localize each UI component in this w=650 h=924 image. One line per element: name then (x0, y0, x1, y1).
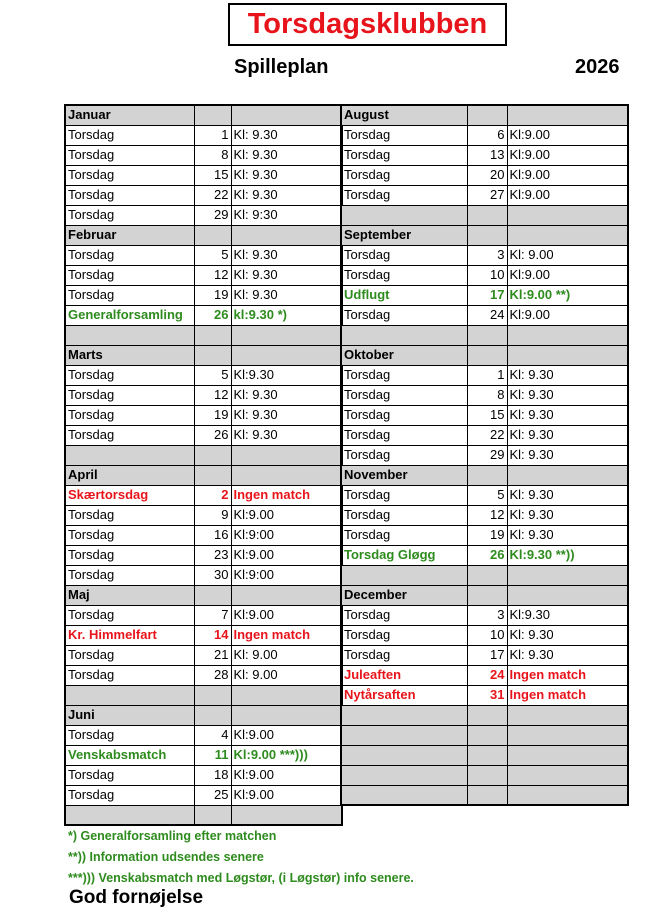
table-row (65, 745, 342, 765)
table-row (341, 125, 628, 145)
table-row (65, 625, 342, 645)
time-cell (231, 105, 342, 125)
day-cell: 29 (467, 445, 507, 465)
spacer-row (341, 325, 628, 345)
table-row (65, 265, 342, 285)
time-cell: Kl:9.00 (507, 145, 628, 165)
day-cell: 28 (194, 665, 231, 685)
day-cell (467, 105, 507, 125)
day-cell (467, 225, 507, 245)
time-cell (231, 685, 342, 705)
spacer-row (341, 785, 628, 805)
spacer-row (341, 745, 628, 765)
day-cell: 1 (194, 125, 231, 145)
event-name-cell (341, 765, 467, 785)
table-row (65, 425, 342, 445)
event-name-cell: Venskabsmatch (65, 745, 194, 765)
event-name-cell: Torsdag (341, 385, 467, 405)
event-name-cell: Januar (65, 105, 194, 125)
table-row (65, 785, 342, 805)
time-cell: Kl:9.00 (507, 265, 628, 285)
table-row (65, 545, 342, 565)
table-row (65, 765, 342, 785)
time-cell: Kl:9.00 (231, 765, 342, 785)
day-cell (194, 225, 231, 245)
day-cell (194, 705, 231, 725)
event-name-cell: Torsdag (65, 525, 194, 545)
event-name-cell: November (341, 465, 467, 485)
table-row (65, 145, 342, 165)
event-name-cell: December (341, 585, 467, 605)
event-name-cell: Marts (65, 345, 194, 365)
month-header-row (65, 105, 342, 125)
time-cell: Kl: 9.30 (507, 505, 628, 525)
day-cell: 24 (467, 665, 507, 685)
footnote: ***))) Venskabsmatch med Løgstør, (i Løgstør) info senere. (68, 871, 414, 885)
event-name-cell (341, 725, 467, 745)
event-name-cell: Torsdag (341, 525, 467, 545)
day-cell: 10 (467, 625, 507, 645)
event-name-cell: Torsdag (341, 505, 467, 525)
time-cell: Kl: 9.30 (231, 265, 342, 285)
time-cell: Kl: 9.00 (231, 665, 342, 685)
schedule-right-table (340, 104, 629, 806)
table-row (65, 665, 342, 685)
day-cell: 26 (194, 305, 231, 325)
time-cell: Kl:9.00 (231, 725, 342, 745)
day-cell: 8 (467, 385, 507, 405)
event-name-cell: Torsdag (341, 625, 467, 645)
table-row (341, 605, 628, 625)
time-cell: Kl:9:00 (231, 525, 342, 545)
time-cell: Kl: 9.30 (507, 645, 628, 665)
day-cell: 17 (467, 645, 507, 665)
event-name-cell: Torsdag (65, 785, 194, 805)
event-name-cell (341, 745, 467, 765)
event-name-cell: Torsdag Gløgg (341, 545, 467, 565)
event-name-cell: April (65, 465, 194, 485)
month-header-row (65, 225, 342, 245)
time-cell (231, 805, 342, 825)
spacer-row (65, 685, 342, 705)
table-row (341, 265, 628, 285)
day-cell (194, 805, 231, 825)
event-name-cell (341, 565, 467, 585)
table-row (65, 385, 342, 405)
event-name-cell: Juleaften (341, 665, 467, 685)
time-cell (507, 565, 628, 585)
day-cell (467, 325, 507, 345)
event-name-cell: Torsdag (65, 565, 194, 585)
time-cell: Kl:9.00 (507, 165, 628, 185)
time-cell: Kl:9.00 **) (507, 285, 628, 305)
time-cell (507, 225, 628, 245)
day-cell: 22 (194, 185, 231, 205)
time-cell: Kl: 9.00 (231, 645, 342, 665)
month-header-row (341, 105, 628, 125)
time-cell: Kl: 9.30 (231, 245, 342, 265)
spacer-row (341, 705, 628, 725)
table-row (65, 605, 342, 625)
day-cell: 5 (194, 365, 231, 385)
table-row (65, 365, 342, 385)
time-cell (507, 585, 628, 605)
time-cell: Kl: 9.30 (231, 425, 342, 445)
event-name-cell: Torsdag (65, 645, 194, 665)
month-header-row (65, 585, 342, 605)
time-cell: Kl:9.00 ***))) (231, 745, 342, 765)
day-cell (194, 445, 231, 465)
day-cell (194, 105, 231, 125)
event-name-cell: August (341, 105, 467, 125)
month-header-row (341, 585, 628, 605)
event-name-cell: Torsdag (65, 605, 194, 625)
table-row (65, 505, 342, 525)
event-name-cell: Udflugt (341, 285, 467, 305)
time-cell (231, 705, 342, 725)
time-cell: Kl: 9.30 (507, 625, 628, 645)
event-name-cell (65, 445, 194, 465)
day-cell: 19 (467, 525, 507, 545)
day-cell: 13 (467, 145, 507, 165)
time-cell (507, 705, 628, 725)
time-cell (507, 785, 628, 805)
subtitle: Spilleplan (234, 56, 329, 78)
event-name-cell: Torsdag (341, 405, 467, 425)
event-name-cell (341, 325, 467, 345)
day-cell: 5 (467, 485, 507, 505)
month-header-row (341, 345, 628, 365)
event-name-cell: Kr. Himmelfart (65, 625, 194, 645)
time-cell: Kl:9.00 (231, 505, 342, 525)
footnote: *) Generalforsamling efter matchen (68, 829, 277, 843)
month-header-row (65, 465, 342, 485)
table-row (341, 145, 628, 165)
event-name-cell: Oktober (341, 345, 467, 365)
footnotes (68, 826, 414, 889)
event-name-cell: Torsdag (65, 425, 194, 445)
event-name-cell: Torsdag (65, 205, 194, 225)
spacer-row (341, 565, 628, 585)
event-name-cell: Torsdag (65, 545, 194, 565)
time-cell (507, 765, 628, 785)
event-name-cell: Torsdag (65, 165, 194, 185)
time-cell: Ingen match (231, 625, 342, 645)
day-cell: 16 (194, 525, 231, 545)
event-name-cell: Torsdag (341, 265, 467, 285)
table-row (341, 645, 628, 665)
table-row (65, 305, 342, 325)
spacer-row (341, 205, 628, 225)
day-cell: 19 (194, 405, 231, 425)
event-name-cell: Torsdag (341, 425, 467, 445)
day-cell: 21 (194, 645, 231, 665)
time-cell: Kl: 9.30 (231, 405, 342, 425)
time-cell: Kl: 9.30 (231, 185, 342, 205)
day-cell: 19 (194, 285, 231, 305)
event-name-cell: Torsdag (341, 445, 467, 465)
time-cell: Kl: 9.30 (507, 485, 628, 505)
time-cell: Kl:9:00 (231, 565, 342, 585)
day-cell: 24 (467, 305, 507, 325)
day-cell: 6 (467, 125, 507, 145)
day-cell: 29 (194, 205, 231, 225)
day-cell: 18 (194, 765, 231, 785)
time-cell: Kl: 9.30 (231, 145, 342, 165)
spacer-row (65, 445, 342, 465)
day-cell: 12 (194, 385, 231, 405)
day-cell (467, 705, 507, 725)
time-cell: Kl:9.30 (507, 605, 628, 625)
month-header-row (341, 465, 628, 485)
event-name-cell: Torsdag (65, 265, 194, 285)
day-cell (467, 785, 507, 805)
event-name-cell: Torsdag (341, 305, 467, 325)
time-cell (507, 725, 628, 745)
event-name-cell: Torsdag (341, 365, 467, 385)
table-row (341, 445, 628, 465)
time-cell: Kl: 9.30 (507, 385, 628, 405)
event-name-cell: Torsdag (65, 385, 194, 405)
day-cell (194, 585, 231, 605)
time-cell: Ingen match (507, 665, 628, 685)
table-row (65, 185, 342, 205)
event-name-cell (65, 685, 194, 705)
time-cell: Kl:9.30 **)) (507, 545, 628, 565)
time-cell: Kl:9.00 (231, 605, 342, 625)
time-cell (231, 585, 342, 605)
event-name-cell (341, 785, 467, 805)
time-cell: Kl: 9.30 (507, 405, 628, 425)
event-name-cell: Torsdag (65, 505, 194, 525)
time-cell: Kl: 9.30 (231, 285, 342, 305)
event-name-cell: Torsdag (65, 765, 194, 785)
day-cell: 22 (467, 425, 507, 445)
day-cell (467, 765, 507, 785)
day-cell (467, 725, 507, 745)
time-cell (231, 325, 342, 345)
day-cell: 8 (194, 145, 231, 165)
day-cell: 1 (467, 365, 507, 385)
table-row (65, 165, 342, 185)
table-row (341, 165, 628, 185)
title-box (228, 3, 507, 46)
table-row (65, 725, 342, 745)
time-cell (231, 345, 342, 365)
spacer-row (65, 325, 342, 345)
table-row (341, 305, 628, 325)
time-cell: Kl: 9.30 (507, 525, 628, 545)
day-cell: 5 (194, 245, 231, 265)
time-cell: Ingen match (507, 685, 628, 705)
table-row (65, 645, 342, 665)
table-row (341, 405, 628, 425)
time-cell: Kl:9.00 (231, 785, 342, 805)
table-row (341, 625, 628, 645)
day-cell: 30 (194, 565, 231, 585)
event-name-cell: Torsdag (65, 365, 194, 385)
month-header-row (341, 225, 628, 245)
table-row (65, 245, 342, 265)
event-name-cell: September (341, 225, 467, 245)
event-name-cell: Torsdag (341, 645, 467, 665)
event-name-cell: Torsdag (341, 145, 467, 165)
table-row (65, 485, 342, 505)
table-row (65, 205, 342, 225)
day-cell: 7 (194, 605, 231, 625)
year: 2026 (575, 56, 620, 78)
table-row (341, 245, 628, 265)
time-cell (507, 345, 628, 365)
time-cell: Kl:9.00 (507, 305, 628, 325)
event-name-cell: Torsdag (65, 125, 194, 145)
time-cell (231, 445, 342, 465)
event-name-cell: Maj (65, 585, 194, 605)
day-cell: 27 (467, 185, 507, 205)
event-name-cell: Torsdag (65, 725, 194, 745)
table-row (65, 565, 342, 585)
event-name-cell: Juni (65, 705, 194, 725)
table-row (65, 405, 342, 425)
spacer-row (341, 725, 628, 745)
table-row (341, 385, 628, 405)
day-cell (467, 205, 507, 225)
table-row (341, 425, 628, 445)
event-name-cell: Torsdag (341, 165, 467, 185)
time-cell: Kl: 9.30 (231, 125, 342, 145)
time-cell: Kl: 9.30 (507, 425, 628, 445)
time-cell: kl:9.30 *) (231, 305, 342, 325)
day-cell: 31 (467, 685, 507, 705)
day-cell: 3 (467, 245, 507, 265)
event-name-cell: Torsdag (341, 125, 467, 145)
time-cell (507, 105, 628, 125)
day-cell (467, 565, 507, 585)
event-name-cell (65, 325, 194, 345)
time-cell: Kl: 9.30 (231, 385, 342, 405)
event-name-cell: Februar (65, 225, 194, 245)
day-cell: 10 (467, 265, 507, 285)
table-row (65, 525, 342, 545)
time-cell (507, 465, 628, 485)
time-cell (231, 225, 342, 245)
day-cell: 14 (194, 625, 231, 645)
time-cell: Kl:9.00 (231, 545, 342, 565)
spacer-row (65, 805, 342, 825)
day-cell (194, 465, 231, 485)
table-row (65, 285, 342, 305)
schedule-left-table (64, 104, 343, 826)
time-cell: Kl:9.30 (231, 365, 342, 385)
day-cell (467, 745, 507, 765)
table-row (341, 485, 628, 505)
table-row (341, 545, 628, 565)
time-cell: Kl: 9:30 (231, 205, 342, 225)
closing-text: God fornøjelse (69, 887, 204, 908)
time-cell: Kl:9.00 (507, 125, 628, 145)
table-row (341, 365, 628, 385)
day-cell (194, 685, 231, 705)
time-cell: Kl: 9.30 (507, 445, 628, 465)
time-cell: Kl: 9.30 (507, 365, 628, 385)
day-cell: 23 (194, 545, 231, 565)
event-name-cell: Torsdag (65, 665, 194, 685)
day-cell: 3 (467, 605, 507, 625)
time-cell: Kl: 9.30 (231, 165, 342, 185)
event-name-cell: Torsdag (341, 245, 467, 265)
month-header-row (65, 705, 342, 725)
spacer-row (341, 765, 628, 785)
event-name-cell (341, 705, 467, 725)
event-name-cell: Nytårsaften (341, 685, 467, 705)
day-cell: 15 (467, 405, 507, 425)
table-row (341, 665, 628, 685)
event-name-cell: Torsdag (65, 405, 194, 425)
time-cell (507, 745, 628, 765)
day-cell: 12 (194, 265, 231, 285)
day-cell: 26 (194, 425, 231, 445)
day-cell: 11 (194, 745, 231, 765)
event-name-cell: Generalforsamling (65, 305, 194, 325)
day-cell (467, 585, 507, 605)
event-name-cell (65, 805, 194, 825)
event-name-cell: Torsdag (341, 485, 467, 505)
day-cell: 9 (194, 505, 231, 525)
day-cell: 4 (194, 725, 231, 745)
day-cell: 17 (467, 285, 507, 305)
table-row (341, 185, 628, 205)
event-name-cell: Torsdag (65, 285, 194, 305)
event-name-cell: Torsdag (65, 185, 194, 205)
time-cell (507, 205, 628, 225)
day-cell: 2 (194, 485, 231, 505)
time-cell: Kl:9.00 (507, 185, 628, 205)
event-name-cell: Torsdag (341, 605, 467, 625)
time-cell (231, 465, 342, 485)
footnote: **)) Information udsendes senere (68, 850, 264, 864)
day-cell (467, 465, 507, 485)
day-cell: 25 (194, 785, 231, 805)
page-title: Torsdagsklubben (247, 8, 488, 40)
event-name-cell: Torsdag (341, 185, 467, 205)
table-row (341, 525, 628, 545)
day-cell (467, 345, 507, 365)
time-cell: Ingen match (231, 485, 342, 505)
day-cell: 12 (467, 505, 507, 525)
time-cell: Kl: 9.00 (507, 245, 628, 265)
table-row (341, 285, 628, 305)
table-row (341, 505, 628, 525)
event-name-cell: Torsdag (65, 145, 194, 165)
table-row (65, 125, 342, 145)
month-header-row (65, 345, 342, 365)
day-cell (194, 345, 231, 365)
day-cell: 20 (467, 165, 507, 185)
day-cell (194, 325, 231, 345)
day-cell: 15 (194, 165, 231, 185)
table-row (341, 685, 628, 705)
day-cell: 26 (467, 545, 507, 565)
event-name-cell: Skærtorsdag (65, 485, 194, 505)
event-name-cell (341, 205, 467, 225)
event-name-cell: Torsdag (65, 245, 194, 265)
time-cell (507, 325, 628, 345)
